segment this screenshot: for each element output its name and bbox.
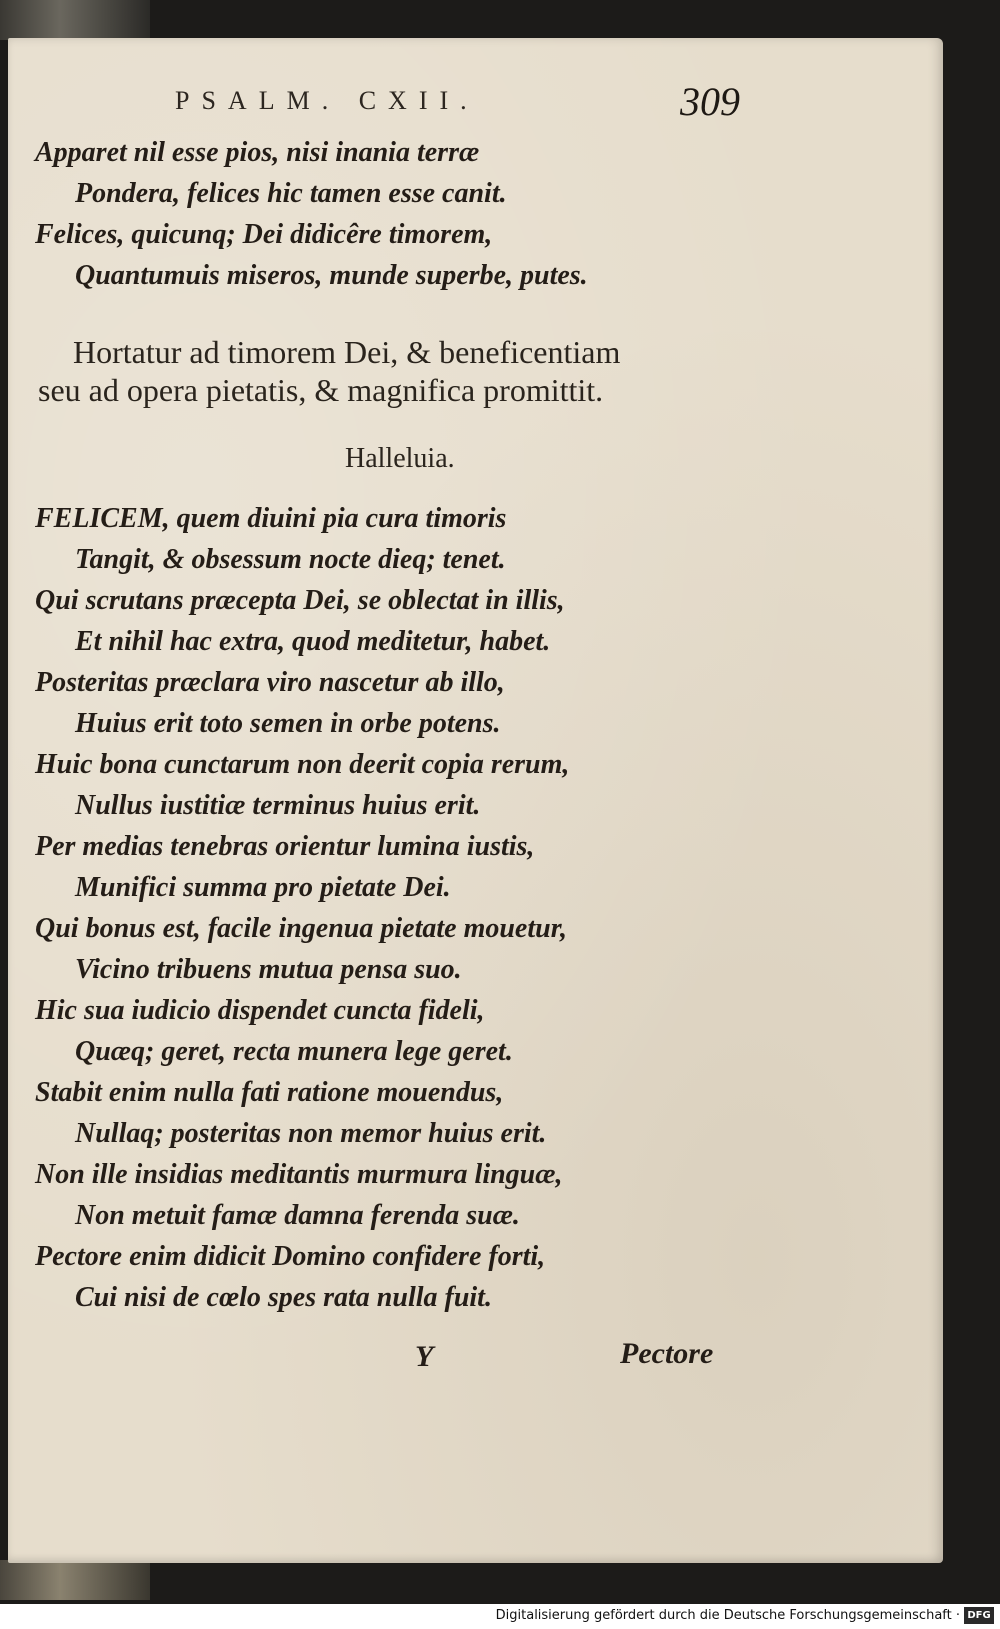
verse-line: Non metuit famæ damna ferenda suæ. — [75, 1200, 520, 1231]
running-head: PSALM. CXII. — [175, 86, 479, 115]
dfg-logo: DFG — [964, 1607, 994, 1624]
verse-line: Nullus iustitiæ terminus huius erit. — [75, 790, 481, 821]
verse-line: Huic bona cunctarum non deerit copia rerum, — [35, 749, 570, 780]
summary-line: Hortatur ad timorem Dei, & beneficentiam — [73, 334, 621, 370]
verse-line: Qui scrutans præcepta Dei, se oblectat in illis, — [35, 585, 565, 616]
summary-line: seu ad opera pietatis, & magnifica promittit. — [38, 372, 604, 408]
page-number: 309 — [680, 79, 740, 124]
verse-line: Et nihil hac extra, quod meditetur, habet. — [75, 626, 551, 657]
verse-line: Posteritas præclara viro nascetur ab illo, — [35, 667, 505, 698]
verse-line: FELICEM, quem diuini pia cura timoris — [35, 503, 507, 534]
verse-line: Quæq; geret, recta munera lege geret. — [75, 1036, 513, 1067]
digitization-credit: Digitalisierung gefördert durch die Deutsche Forschungsgemeinschaft · — [495, 1608, 960, 1623]
verse-line: Stabit enim nulla fati ratione mouendus, — [35, 1077, 504, 1108]
verse-line: Qui bonus est, facile ingenua pietate mouetur, — [35, 913, 568, 944]
verse-line: Non ille insidias meditantis murmura linguæ, — [35, 1159, 563, 1190]
verse-line: Apparet nil esse pios, nisi inania terræ — [35, 137, 480, 168]
psalm-summary — [38, 333, 738, 409]
verse-line: Per medias tenebras orientur lumina iustis, — [35, 831, 535, 862]
section-heading: Halleluia. — [345, 443, 455, 474]
verse-line: Huius erit toto semen in orbe potens. — [75, 708, 501, 739]
verse-line: Felices, quicunq; Dei didicêre timorem, — [35, 219, 493, 250]
verse-line: Munifici summa pro pietate Dei. — [75, 872, 451, 903]
page-header — [175, 78, 740, 128]
verse-line: Quantumuis miseros, munde superbe, putes. — [75, 260, 588, 291]
book-spine-bottom — [0, 1560, 150, 1600]
verse-line: Cui nisi de cœlo spes rata nulla fuit. — [75, 1282, 492, 1313]
verse-line: Vicino tribuens mutua pensa suo. — [75, 954, 462, 985]
signature-mark: Y — [415, 1340, 434, 1373]
verse-line: Tangit, & obsessum nocte dieq; tenet. — [75, 544, 506, 575]
catchword: Pectore — [620, 1337, 714, 1370]
verse-line: Nullaq; posteritas non memor huius erit. — [75, 1118, 547, 1149]
verse-line: Pectore enim didicit Domino confidere forti, — [35, 1241, 546, 1272]
book-spine-top — [0, 0, 150, 40]
verse-line: Hic sua iudicio dispendet cuncta fideli, — [35, 995, 485, 1026]
verse-line: Pondera, felices hic tamen esse canit. — [75, 178, 507, 209]
